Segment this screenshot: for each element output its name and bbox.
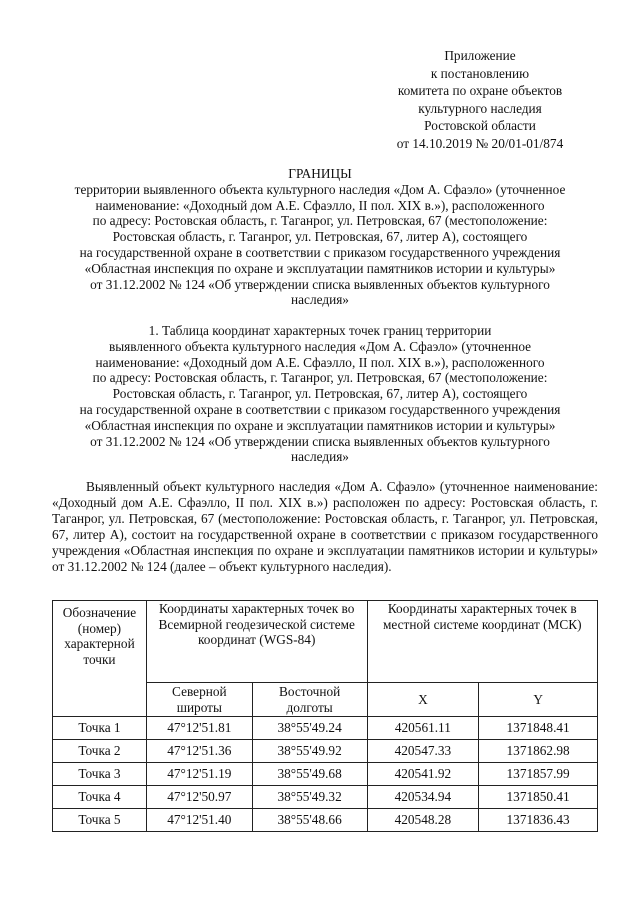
title-line: наименование: «Доходный дом А.Е. Сфаэлло, II пол. XIX в.»), расположенного: [95, 197, 545, 213]
cell-east: 38°55'49.24: [252, 717, 367, 740]
cell-y: 1371862.98: [479, 740, 598, 763]
cell-north: 47°12'50.97: [146, 786, 252, 809]
section-line: выявленного объекта культурного наследия «Дом А. Сфаэло» (уточненное: [108, 338, 532, 354]
header-x: X: [367, 683, 479, 717]
cell-north: 47°12'51.19: [146, 763, 252, 786]
section-line: 1. Таблица координат характерных точек границ территории: [148, 323, 492, 338]
cell-y: 1371850.41: [479, 786, 598, 809]
cell-east: 38°55'49.92: [252, 740, 367, 763]
appendix-line: Ростовской области: [424, 118, 536, 134]
cell-point: Точка 2: [53, 740, 147, 763]
cell-point: Точка 1: [53, 717, 147, 740]
intro-paragraph: Выявленный объект культурного наследия «Дом А. Сфаэло» (уточненное наименование: «Доходный дом А.Е. Сфаэлло, II пол. XIX в.») расположен по адресу: Ростовская область, г. Таганрог, ул. Петровская, 67 (местоположение: Ростовская область, г. Таганрог, ул. Петровская, 67, литер А), состоит на государственной охране в соответствии с приказом государственного учреждения «Областная инспекция по охране и эксплуатации памятников истории и культуры» от 31.12.2002 № 124 (далее – объект культурного наследия).: [52, 479, 598, 575]
cell-y: 1371857.99: [479, 763, 598, 786]
cell-east: 38°55'48.66: [252, 809, 367, 832]
appendix-line: от 14.10.2019 № 20/01-01/874: [396, 135, 564, 151]
header-designation: Обозначение (номер) характерной точки: [53, 601, 147, 717]
title-line: Ростовская область, г. Таганрог, ул. Петровская, 67, литер А), состоящего: [112, 229, 528, 245]
appendix-block: [360, 47, 600, 153]
section-line: по адресу: Ростовская область, г. Таганрог, ул. Петровская, 67 (местоположение:: [92, 370, 548, 386]
table-row: [53, 809, 598, 832]
document-title: [40, 166, 600, 308]
coordinates-table: [52, 600, 598, 832]
table-row: [53, 786, 598, 809]
appendix-line: культурного наследия: [418, 100, 542, 116]
cell-north: 47°12'51.36: [146, 740, 252, 763]
header-north: Северной широты: [146, 683, 252, 717]
section-heading: [40, 323, 600, 465]
header-msk: Координаты характерных точек в местной системе координат (МСК): [367, 601, 598, 683]
cell-north: 47°12'51.81: [146, 717, 252, 740]
cell-north: 47°12'51.40: [146, 809, 252, 832]
section-line: на государственной охране в соответствии с приказом государственного учреждения: [79, 401, 561, 417]
cell-x: 420548.28: [367, 809, 479, 832]
title-line: на государственной охране в соответствии с приказом государственного учреждения: [79, 244, 561, 260]
cell-x: 420547.33: [367, 740, 479, 763]
cell-y: 1371836.43: [479, 809, 598, 832]
table-row: [53, 717, 598, 740]
section-line: «Областная инспекция по охране и эксплуатации памятников истории и культуры»: [84, 417, 556, 433]
cell-east: 38°55'49.32: [252, 786, 367, 809]
cell-point: Точка 5: [53, 809, 147, 832]
header-wgs: Координаты характерных точек во Всемирной геодезической системе координат (WGS-84): [146, 601, 367, 683]
cell-x: 420534.94: [367, 786, 479, 809]
title-line: «Областная инспекция по охране и эксплуатации памятников истории и культуры»: [84, 260, 556, 276]
section-line: наследия»: [291, 449, 349, 465]
title-heading: ГРАНИЦЫ: [288, 166, 352, 181]
cell-point: Точка 3: [53, 763, 147, 786]
title-line: по адресу: Ростовская область, г. Таганрог, ул. Петровская, 67 (местоположение:: [92, 213, 548, 229]
section-line: от 31.12.2002 № 124 «Об утверждении списка выявленных объектов культурного: [90, 433, 550, 449]
section-line: наименование: «Доходный дом А.Е. Сфаэлло, II пол. XIX в.»), расположенного: [95, 354, 545, 370]
appendix-line: комитета по охране объектов: [397, 83, 563, 99]
header-y: Y: [479, 683, 598, 717]
cell-y: 1371848.41: [479, 717, 598, 740]
appendix-line: Приложение: [444, 48, 516, 63]
cell-x: 420561.11: [367, 717, 479, 740]
section-line: Ростовская область, г. Таганрог, ул. Петровская, 67, литер А), состоящего: [112, 386, 528, 402]
cell-x: 420541.92: [367, 763, 479, 786]
cell-east: 38°55'49.68: [252, 763, 367, 786]
header-east: Восточной долготы: [252, 683, 367, 717]
title-line: от 31.12.2002 № 124 «Об утверждении списка выявленных объектов культурного: [90, 276, 550, 292]
table-row: [53, 763, 598, 786]
title-line: территории выявленного объекта культурного наследия «Дом А. Сфаэло» (уточненное: [74, 181, 566, 197]
appendix-line: к постановлению: [430, 65, 530, 81]
table-row: [53, 740, 598, 763]
cell-point: Точка 4: [53, 786, 147, 809]
title-line: наследия»: [291, 292, 349, 308]
